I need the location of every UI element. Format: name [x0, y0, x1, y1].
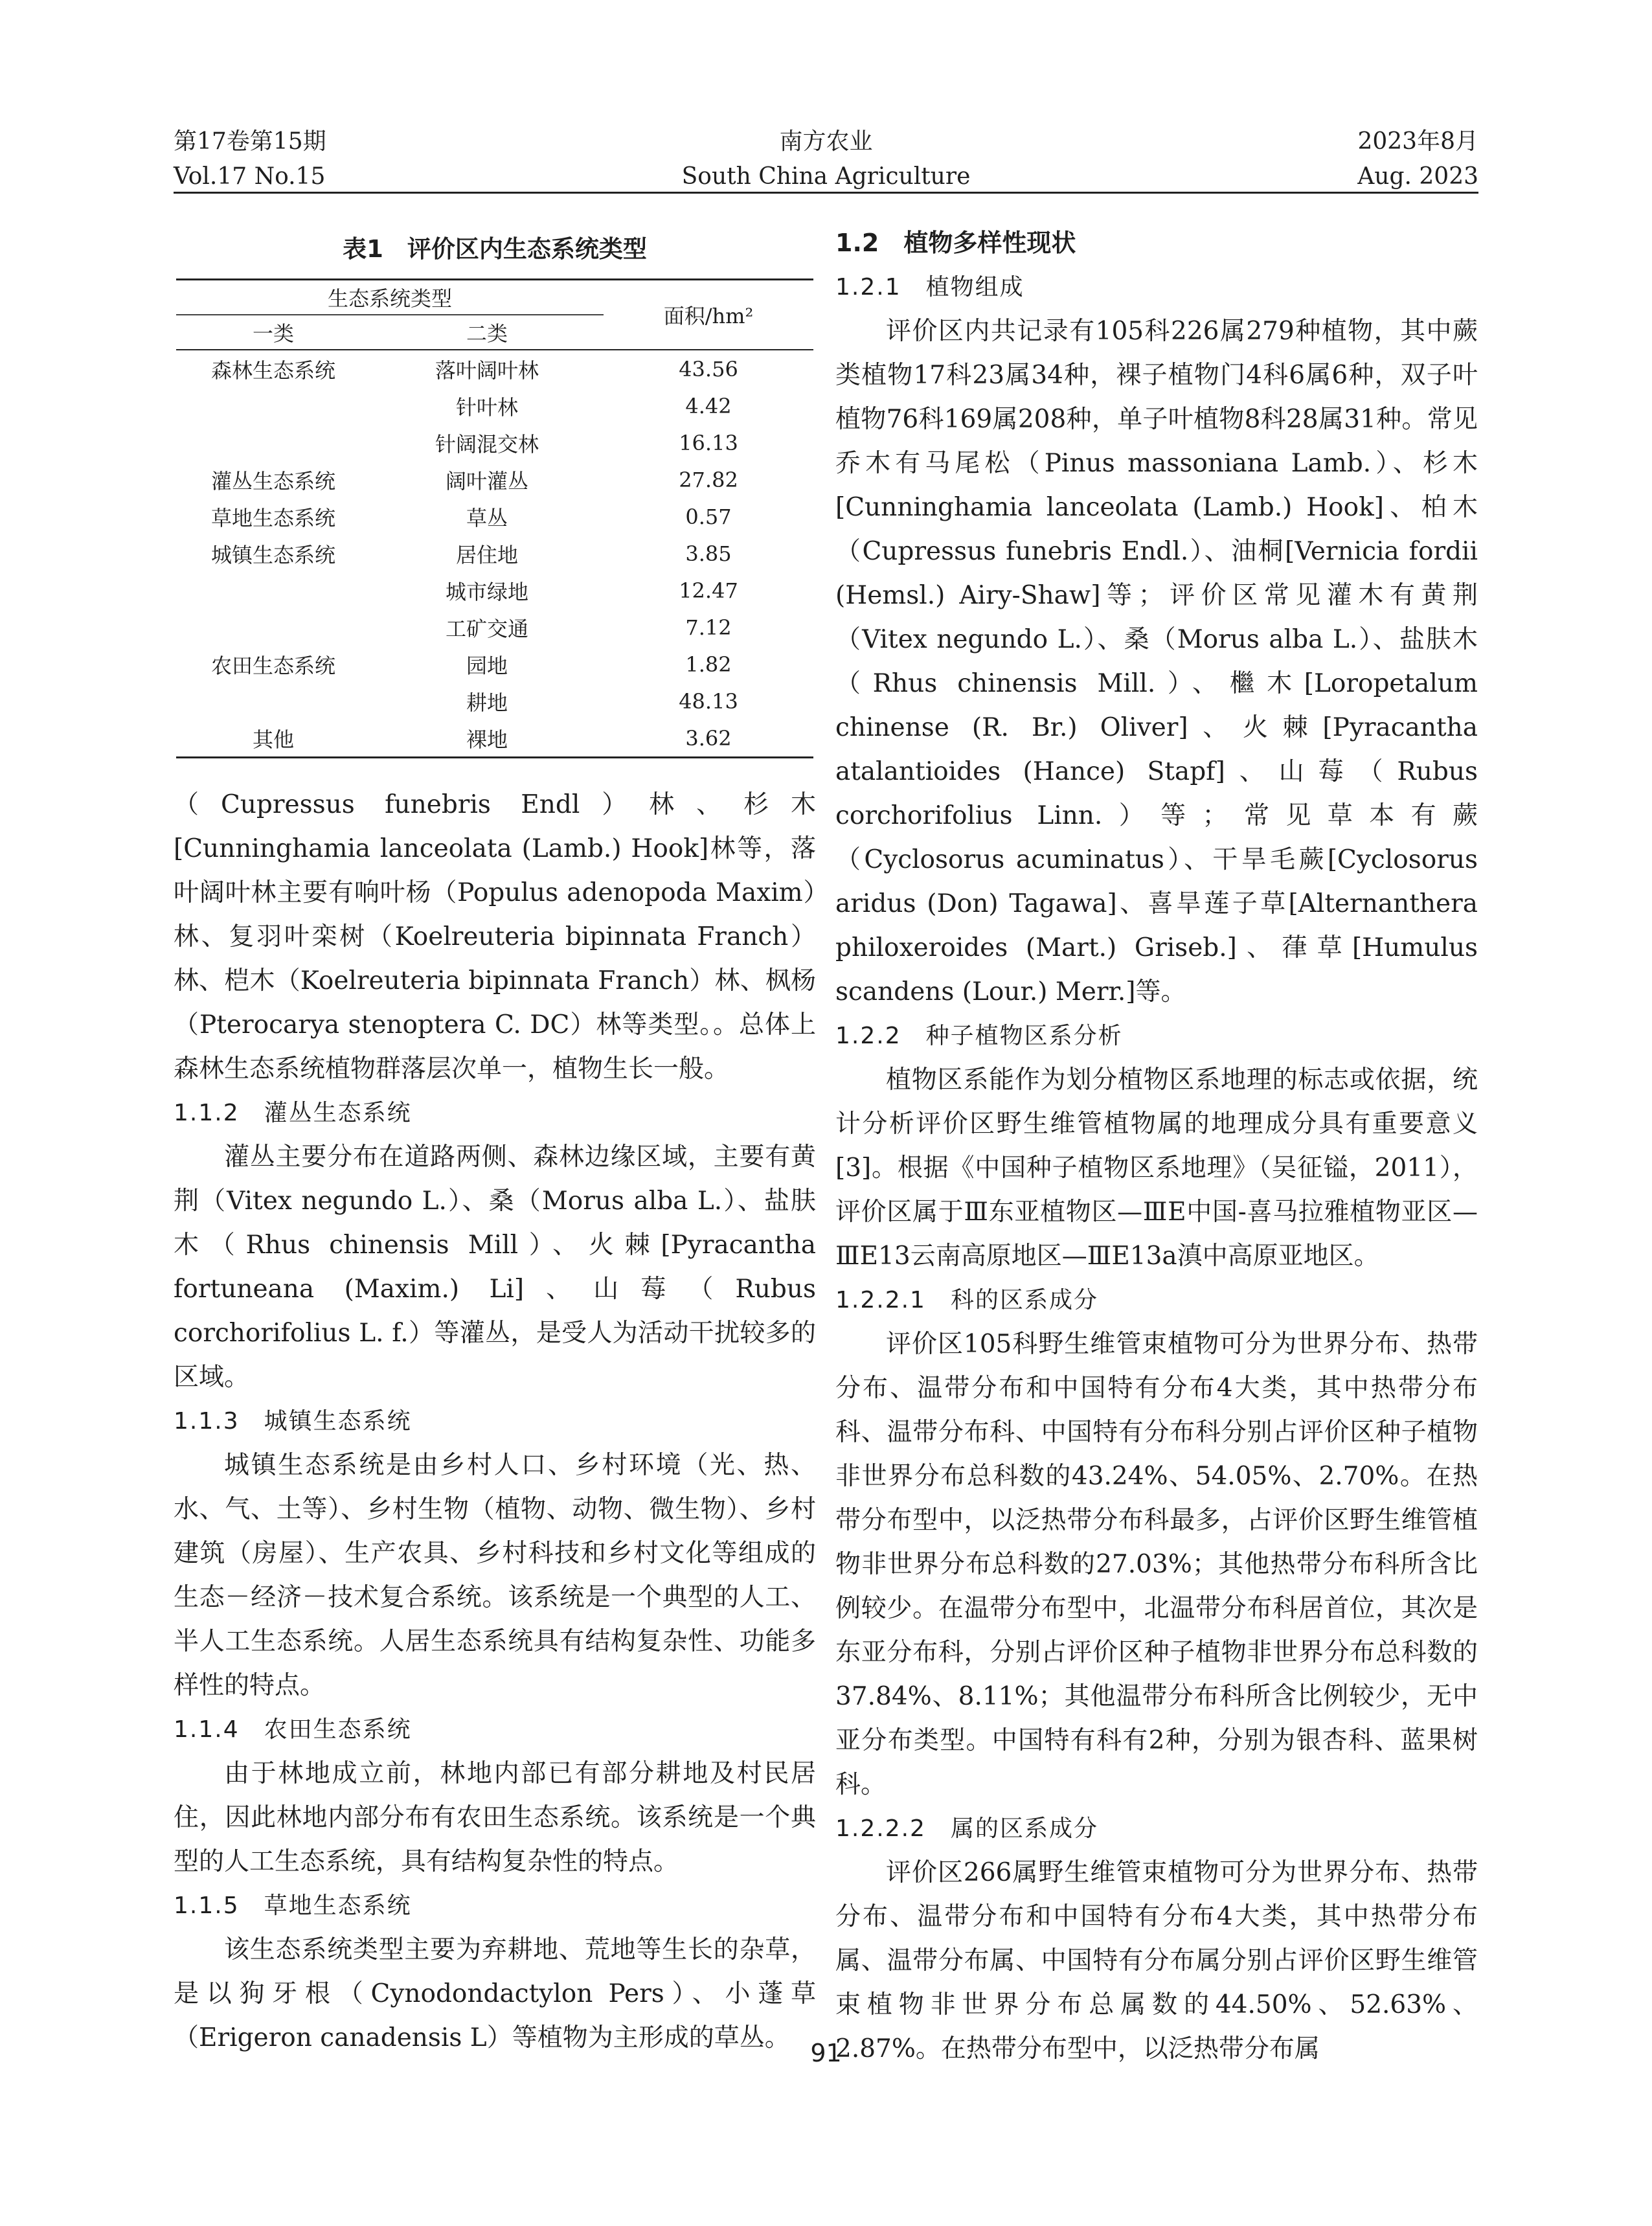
table-cell: 农田生态系统 [210, 653, 335, 678]
table-group-header: 生态系统类型 [176, 280, 604, 315]
table-cell: 16.13 [679, 430, 738, 455]
table-cell: 草地生态系统 [210, 505, 335, 530]
table-row [176, 387, 813, 424]
table-cell: 3.85 [685, 541, 732, 566]
table-cell [176, 683, 370, 720]
section-heading-1-2-2: 1.2.2 种子植物区系分析 [835, 1023, 1123, 1049]
flora-analysis-paragraph: 植物区系能作为划分植物区系地理的标志或依据，统计分析评价区野生维管植物属的地理成分具有重要意义[3]。根据《中国种子植物区系地理》（吴征镒，2011），评价区属于Ⅲ东亚植物区—ⅢE中国-喜马拉雅植物亚区—ⅢE13云南高原地区—ⅢE13a滇中高原亚地区。 [835, 1065, 1478, 1271]
section-heading-1-1-2: 1.1.2 灌丛生态系统 [174, 1100, 412, 1126]
right-column [835, 220, 1478, 2071]
table-cell [176, 387, 370, 424]
volume-issue-cn: 第17卷第15期 [174, 128, 326, 155]
table-cell: 0.57 [685, 504, 732, 529]
date-en: Aug. 2023 [1357, 163, 1478, 190]
journal-name-cn: 南方农业 [779, 128, 873, 155]
left-column [174, 220, 816, 2060]
table-cell: 12.47 [679, 578, 738, 603]
shrub-paragraph: 灌丛主要分布在道路两侧、森林边缘区域，主要有黄荆（Vitex negundo L.）、桑（Morus alba L.）、盐肤木（Rhus chinensis Mill）、火棘[Pyracantha fortuneana (Maxim.) Li]、山莓（Rubus corchorifolius L. f.）等灌丛，是受人为活动干扰较多的区域。 [174, 1142, 816, 1392]
table-row [176, 350, 813, 387]
table-row [176, 461, 813, 498]
table-row [176, 683, 813, 720]
table-cell: 43.56 [679, 356, 738, 381]
volume-issue-en: Vol.17 No.15 [174, 163, 326, 190]
section-heading-1-1-3: 1.1.3 城镇生态系统 [174, 1408, 412, 1435]
table-cell: 落叶阔叶林 [435, 358, 539, 383]
table-cell: 耕地 [466, 690, 508, 715]
table-cell: 27.82 [679, 467, 738, 492]
table-header-class2: 二类 [370, 315, 604, 350]
family-flora-paragraph: 评价区105科野生维管束植物可分为世界分布、热带分布、温带分布和中国特有分布4大类，其中热带分布科、温带分布科、中国特有分布科分别占评价区种子植物非世界分布总科数的43.24%、54.05%、2.70%。在热带分布型中，以泛热带分布科最多，占评价区野生维管植物非世界分布总科数的27.03%；其他热带分布科所含比例较少。在温带分布型中，北温带分布科居首位，其次是东亚分布科，分别占评价区种子植物非世界分布总科数的37.84%、8.11%；其他温带分布科所含比例较少，无中亚分布类型。中国特有科有2种，分别为银杏科、蓝果树科。 [835, 1330, 1478, 1799]
table-cell: 其他 [176, 720, 370, 758]
journal-date [1357, 124, 1478, 194]
section-heading-1-2-2-1: 1.2.2.1 科的区系成分 [835, 1287, 1098, 1313]
grassland-paragraph: 该生态系统类型主要为弃耕地、荒地等生长的杂草，是以狗牙根（Cynodondactylon Pers）、小蓬草（Erigeron canadensis L）等植物为主形成的草丛。 [174, 1935, 816, 2052]
table-header-area: 面积/hm² [604, 280, 813, 350]
table-cell: 针叶林 [455, 394, 518, 420]
date-cn: 2023年8月 [1357, 128, 1478, 155]
table-header-class1: 一类 [176, 315, 370, 350]
table-row [176, 424, 813, 461]
table-cell: 工矿交通 [445, 616, 528, 641]
page-number: 91 [810, 2039, 842, 2067]
table-cell: 草丛 [466, 505, 508, 530]
table-cell: 裸地 [370, 720, 604, 758]
section-heading-1-1-5: 1.1.5 草地生态系统 [174, 1892, 412, 1919]
header-rule [174, 192, 1478, 194]
table-cell: 园地 [466, 653, 508, 678]
section-heading-1-1-4: 1.1.4 农田生态系统 [174, 1716, 412, 1743]
table-cell [176, 424, 370, 461]
table-cell: 城市绿地 [445, 579, 528, 604]
ecosystem-table [176, 278, 813, 758]
table-cell [176, 609, 370, 646]
table-cell: 居住地 [455, 542, 518, 567]
section-heading-1-2-1: 1.2.1 植物组成 [835, 274, 1024, 301]
table-cell: 灌丛生态系统 [210, 468, 335, 494]
table-cell: 7.12 [685, 615, 732, 640]
table-cell: 1.82 [685, 652, 732, 677]
table-cell: 城镇生态系统 [210, 542, 335, 567]
table-cell: 针阔混交林 [435, 431, 539, 457]
table-row [176, 535, 813, 572]
table-cell: 阔叶灌丛 [445, 468, 528, 494]
section-heading-1-2-2-2: 1.2.2.2 属的区系成分 [835, 1815, 1098, 1842]
table-row [176, 498, 813, 535]
urban-paragraph: 城镇生态系统是由乡村人口、乡村环境（光、热、水、气、土等）、乡村生物（植物、动物、微生物）、乡村建筑（房屋）、生产农具、乡村科技和乡村文化等组成的生态－经济－技术复合系统。该系统是一个典型的人工、半人工生态系统。人居生态系统具有结构复杂性、功能多样性的特点。 [174, 1451, 816, 1700]
table-row [176, 572, 813, 609]
table-cell: 48.13 [679, 688, 738, 714]
forest-paragraph-continued: （Cupressus funebris Endl）林、杉木[Cunninghamia lanceolata (Lamb.) Hook]林等，落叶阔叶林主要有响叶杨（Populus adenopoda Maxim）林、复羽叶栾树（Koelreuteria bipinnata Franch）林、桤木（Koelreuteria bipinnata Franch）林、枫杨（Pterocarya stenoptera C. DC）林等类型。。总体上森林生态系统植物群落层次单一，植物生长一般。 [174, 790, 816, 1084]
section-heading-1-2: 1.2 植物多样性现状 [835, 229, 1076, 257]
journal-name-en: South China Agriculture [681, 163, 971, 190]
genus-flora-paragraph: 评价区266属野生维管束植物可分为世界分布、热带分布、温带分布和中国特有分布4大类，其中热带分布属、温带分布属、中国特有分布属分别占评价区野生维管束植物非世界分布总属数的44.50%、52.63%、2.87%。在热带分布型中，以泛热带分布属 [835, 1858, 1478, 2063]
table-cell: 4.42 [685, 393, 732, 418]
table-caption: 表1 评价区内生态系统类型 [343, 235, 647, 263]
table-row [176, 720, 813, 758]
table-cell: 森林生态系统 [210, 358, 335, 383]
farmland-paragraph: 由于林地成立前，林地内部已有部分耕地及村民居住，因此林地内部分布有农田生态系统。该系统是一个典型的人工生态系统，具有结构复杂性的特点。 [174, 1759, 816, 1876]
table-row [176, 609, 813, 646]
plant-composition-paragraph: 评价区内共记录有105科226属279种植物，其中蕨类植物17科23属34种，裸子植物门4科6属6种，双子叶植物76科169属208种，单子叶植物8科28属31种。常见乔木有马尾松（Pinus massoniana Lamb.）、杉木[Cunninghamia lanceolata (Lamb.) Hook]、柏木（Cupressus funebris Endl.）、油桐[Vernicia fordii (Hemsl.) Airy-Shaw]等；评价区常见灌木有黄荆（Vitex negundo L.）、桑（Morus alba L.）、盐肤木（Rhus chinensis Mill.）、檵木[Loropetalum chinense (R. Br.) Oliver]、火棘[Pyracantha atalantioides (Hance) Stapf]、山莓（Rubus corchorifolius Linn.）等；常见草本有蕨（Cyclosorus acuminatus）、干旱毛蕨[Cyclosorus aridus (Don) Tagawa]、喜旱莲子草[Alternanthera philoxeroides (Mart.) Griseb.]、葎草[Humulus scandens (Lour.) Merr.]等。 [835, 317, 1478, 1006]
table-cell [176, 572, 370, 609]
table-row [176, 646, 813, 683]
table-cell: 3.62 [604, 720, 813, 758]
